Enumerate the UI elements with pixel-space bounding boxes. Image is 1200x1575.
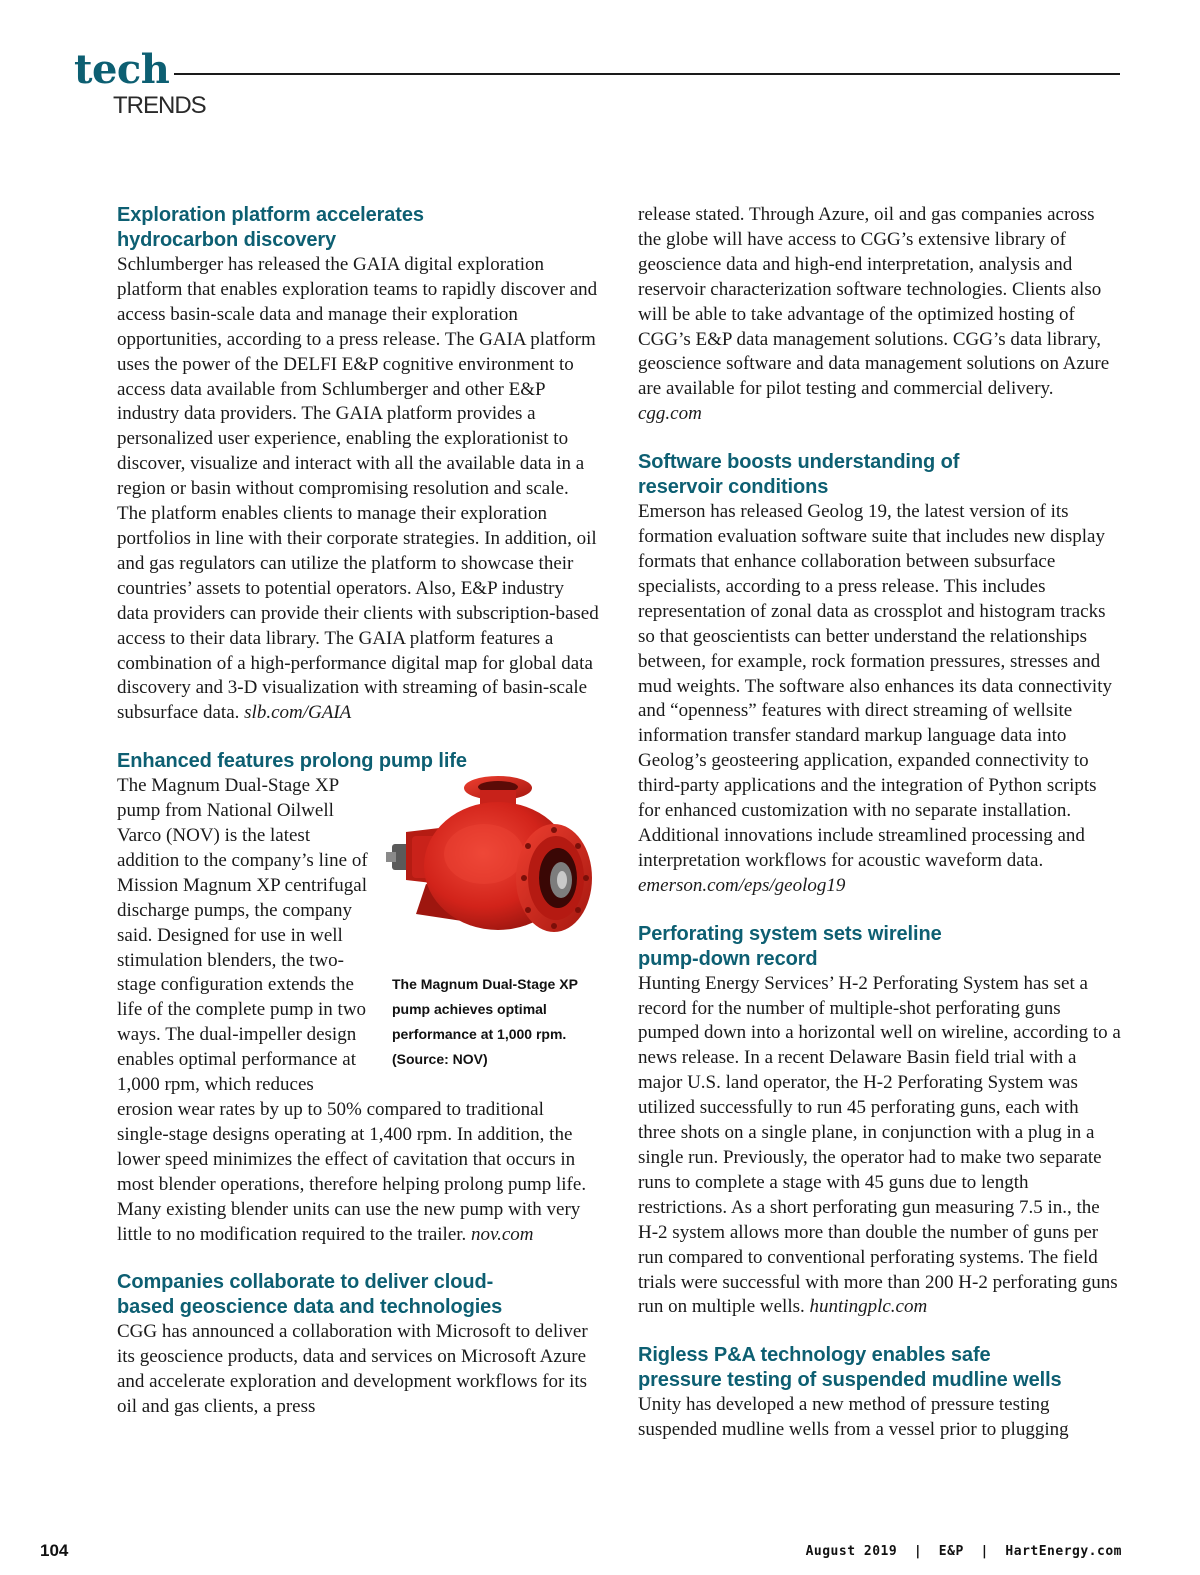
article-cgg-continued [638,203,1121,427]
article-headline [117,1270,600,1320]
headline-line: pump-down record [638,947,818,970]
headline-line: Companies collaborate to deliver cloud- [117,1271,494,1294]
article-body [638,972,1121,1321]
right-column [638,203,1121,1443]
article-text: Hunting Energy Services’ H-2 Perforating System has set a record for the number of multiple-shot perforating guns pumped down into a horizontal well on wireline, according to a news release. In a recent Delaware Basin field trial with a major U.S. land operator, the H-2 Perforating System was utilized successfully to run 45 perforating guns, each with three shots on a single plane, in conjunction with a plug in a single run. Previously, the operator had to make two separate runs to complete a stage with 45 guns due to length restrictions. As a short perforating gun measuring 7.5 in., the H-2 system allows more than double the number of guns per run compared to conventional perforating systems. The field trials were successful with more than 200 H-2 perforating guns run on multiple wells. [638,972,1121,1318]
article-text: release stated. Through Azure, oil and gas companies across the globe will have access to CGG’s extensive library of geoscience data and high-end interpretation, analysis and reservoir characterization software technologies. Clients also will be able to take advantage of the optimized hosting of CGG’s E&P data management solutions. CGG’s data library, geoscience software and data management solutions on Azure are available for pilot testing and commercial delivery. [638,204,1110,400]
article-body [638,203,1121,427]
left-column [117,203,600,1420]
headline-line: Perforating system sets wireline [638,922,942,945]
headline-line: Exploration platform accelerates [117,204,424,226]
article-body: CGG has announced a collaboration with Microsoft to deliver its geoscience products, data and services on Microsoft Azure and accelerate exploration and development workflows for its oil and gas clients, a press [117,1321,588,1418]
figure-caption: The Magnum Dual-Stage XP pump achieves optimal performance at 1,000 rpm. (Source: NOV) [392,976,578,1068]
pump-image [386,774,600,964]
headline-line: pressure testing of suspended mudline wells [638,1369,1062,1392]
article-cgg [117,1270,600,1420]
section-title: tech [74,46,170,93]
source-link[interactable]: nov.com [471,1223,534,1245]
article-body [117,253,600,726]
headline-line: reservoir conditions [638,476,829,499]
article-perforating [638,922,1121,1321]
article-rigless [638,1343,1121,1443]
headline-line: hydrocarbon discovery [117,229,337,251]
article-headline [117,203,600,253]
article-pump [117,749,600,1247]
source-link[interactable]: slb.com/GAIA [244,702,352,724]
article-headline [638,450,1121,500]
source-link[interactable]: cgg.com [638,403,702,425]
article-text: The Magnum Dual-Stage XP pump from National Oilwell Varco (NOV) is the latest addition to the company’s line of Mission Magnum XP centrifugal discharge pumps, the company said. Designed for use in well stimulation blenders, the two-stage configuration extends the life of the complete pump in two ways. The dual-impeller design enables optimal performance at 1,000 rpm, which reduces erosion wear rates by up to 50% compared to traditional single-stage designs operating at 1,400 rpm. In addition, the lower speed minimizes the effect of cavitation that occurs in most blender operations, therefore helping prolong pump life. Many existing blender units can use the new pump with very little to no modification required to the trailer. [117,775,587,1245]
article-gaia [117,203,600,726]
page-number: 104 [40,1541,69,1560]
headline-line: based geoscience data and technologies [117,1296,503,1319]
article-body [638,500,1121,899]
publication-footer: August 2019 | E&P | HartEnergy.com [805,1544,1122,1559]
source-link[interactable]: huntingplc.com [809,1296,928,1318]
section-subtitle: TRENDS [113,92,206,119]
article-text: Emerson has released Geolog 19, the latest version of its formation evaluation software suite that includes new display formats that enhance collaboration between subsurface specialists, according to a press release. This includes representation of zonal data as crossplot and histogram tracks so that geoscientists can better understand the relationships between, for example, rock formation pressures, stresses and mud weights. The software also enhances its data connectivity and “openness” features with direct streaming of wellsite information transfer standard markup language data into Geolog’s geosteering application, expanded connectivity to third-party applications and the integration of Python scripts for enhanced customization with no separate installation. Additional innovations include streamlined processing and interpretation workflows for acoustic waveform data. [638,501,1112,871]
header-rule [174,73,1120,75]
article-headline [638,1343,1121,1393]
article-headline: Enhanced features prolong pump life [117,750,467,773]
source-link[interactable]: emerson.com/eps/geolog19 [638,874,846,896]
pump-figure [386,774,600,1072]
headline-line: Rigless P&A technology enables safe [638,1344,991,1367]
article-headline [638,922,1121,972]
article-body: Unity has developed a new method of pressure testing suspended mudline wells from a vessel prior to plugging [638,1394,1069,1441]
headline-line: Software boosts understanding of [638,451,960,474]
article-geolog [638,450,1121,899]
article-text: Schlumberger has released the GAIA digital exploration platform that enables exploration teams to rapidly discover and access basin-scale data and manage their exploration opportunities, according to a press release. The GAIA platform uses the power of the DELFI E&P cognitive environment to access data available from Schlumberger and other E&P industry data providers. The GAIA platform provides a personalized user experience, enabling the explorationist to discover, visualize and interact with all the available data in a region or basin without compromising resolution and scale. The platform enables clients to manage their exploration portfolios in line with their corporate strategies. In addition, oil and gas regulators can utilize the platform to showcase their countries’ assets to potential operators. Also, E&P industry data providers can provide their clients with subscription-based access to their data library. The GAIA platform features a combination of a high-performance digital map for global data discovery and 3-D visualization with streaming of basin-scale subsurface data. [117,254,599,724]
